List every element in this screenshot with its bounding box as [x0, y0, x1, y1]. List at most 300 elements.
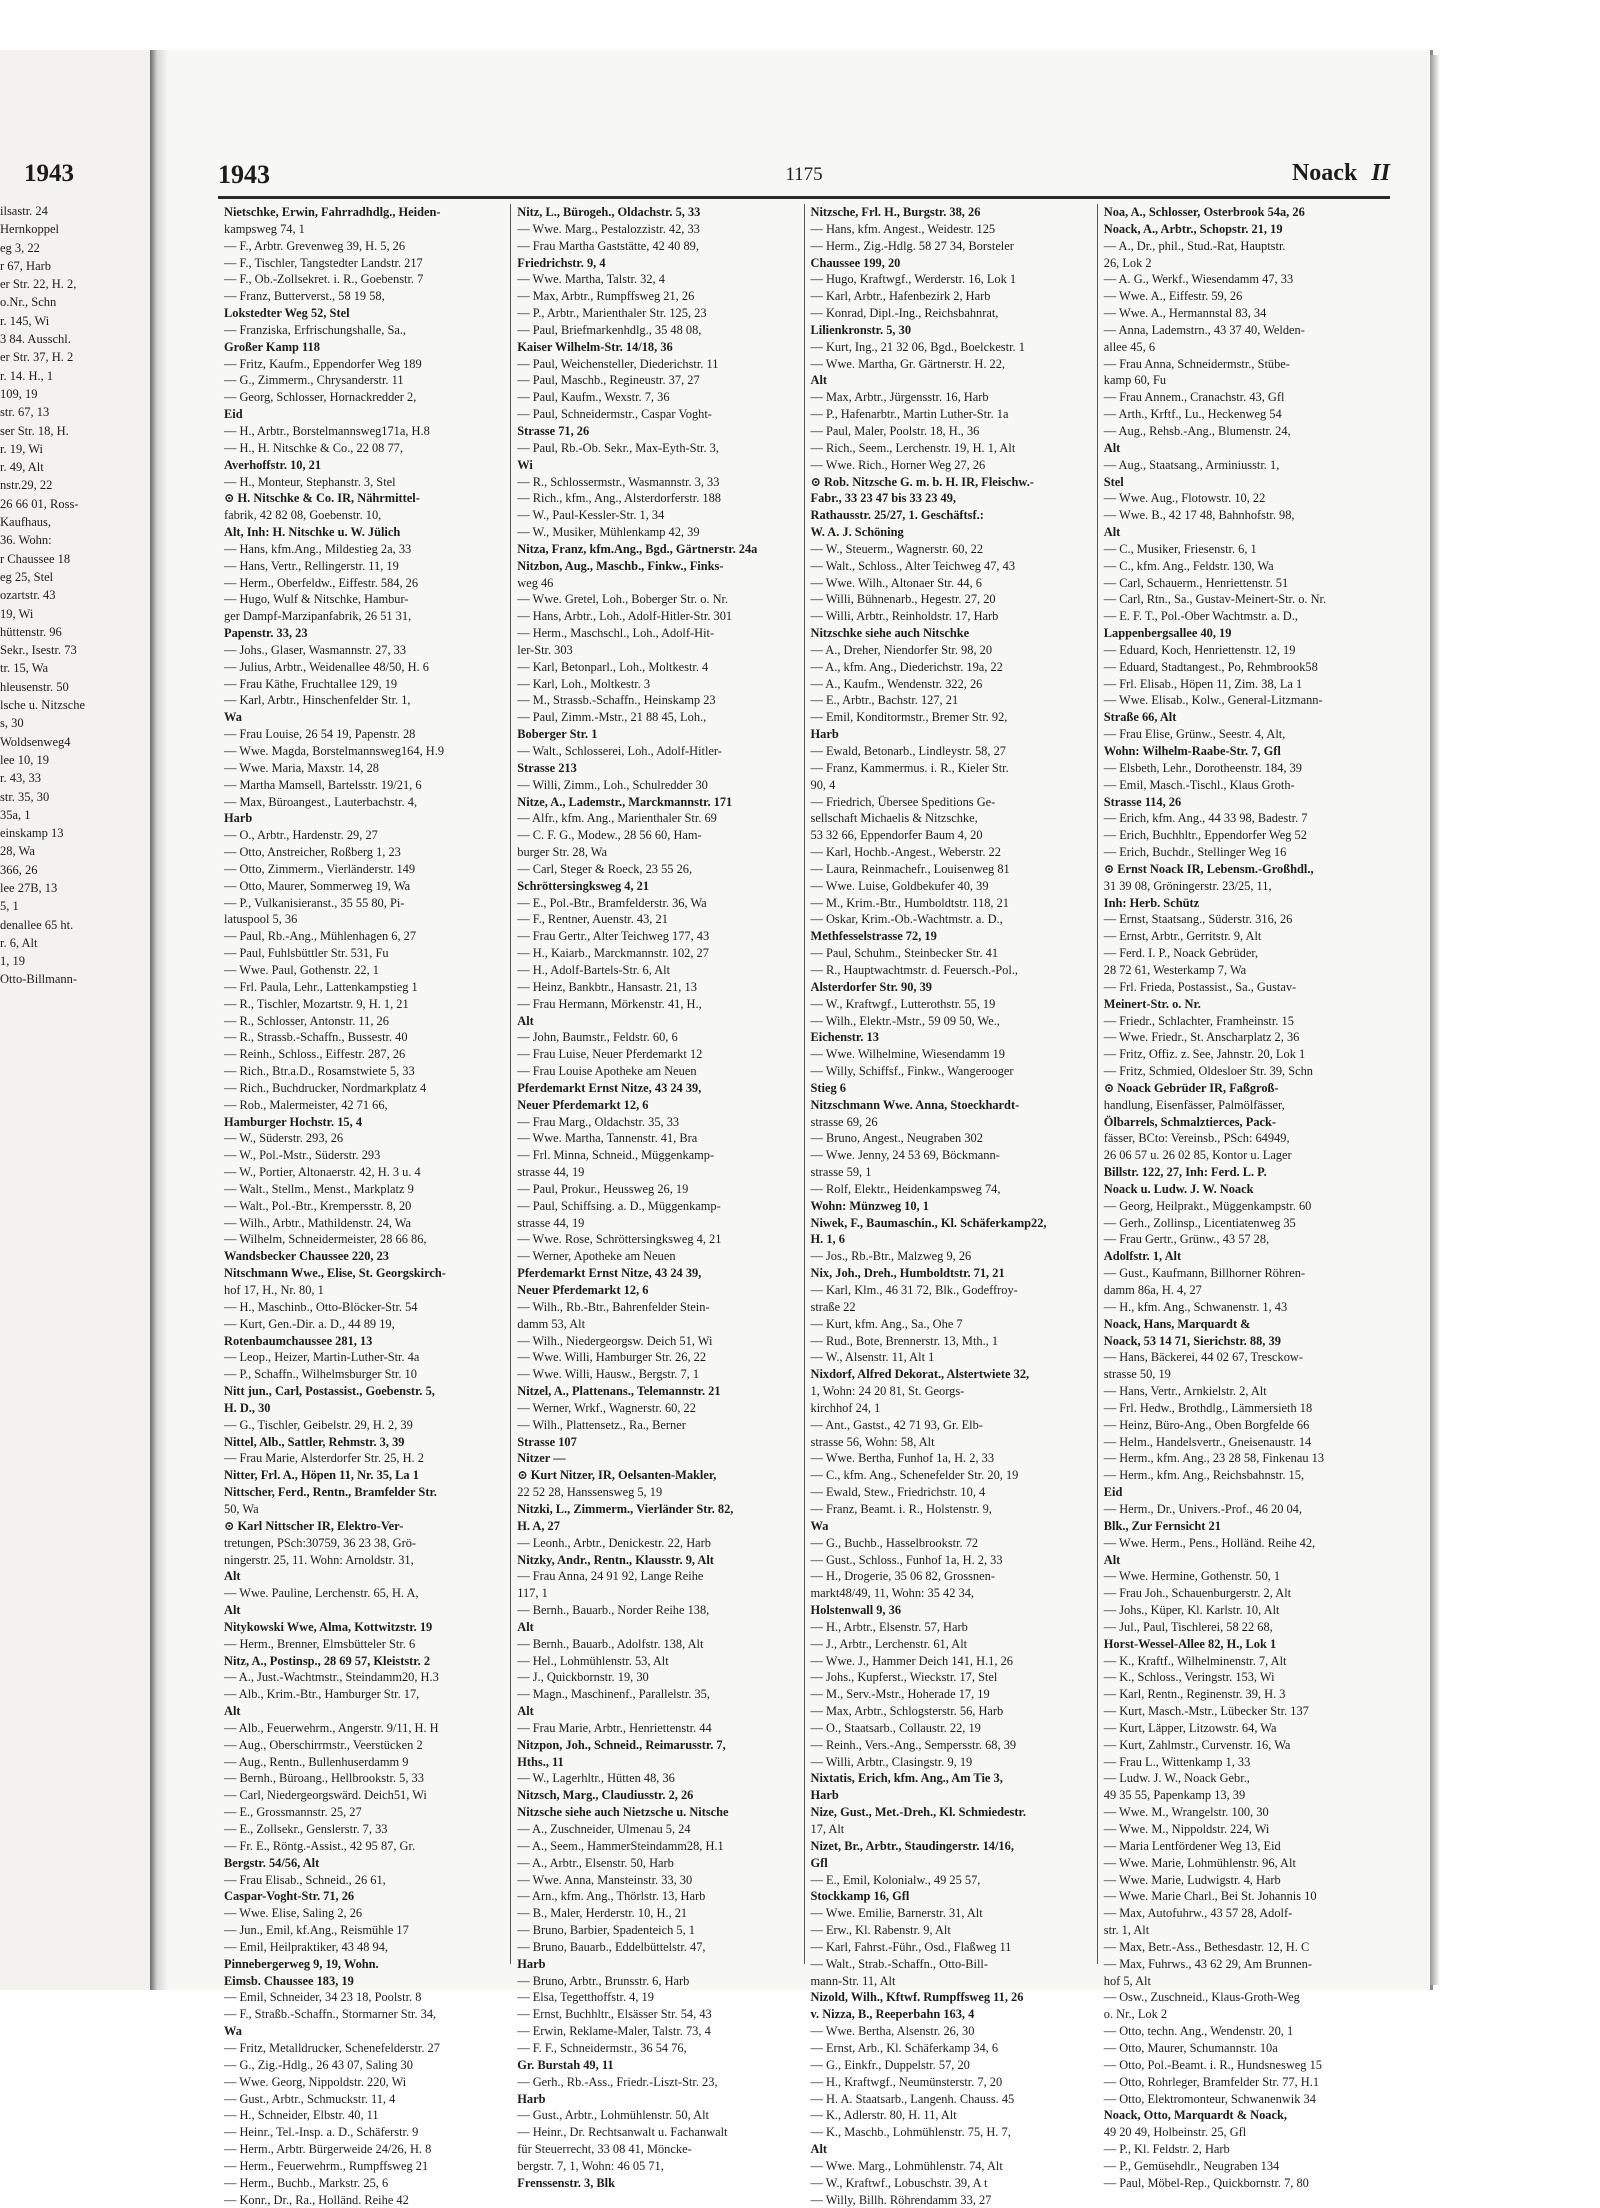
previous-page-line: str. 35, 30 — [0, 789, 50, 804]
directory-entry-line: — Ewald, Betonarb., Lindleystr. 58, 27 — [810, 744, 1006, 758]
directory-entry-line: — Ewald, Stew., Friedrichstr. 10, 4 — [810, 1485, 986, 1500]
directory-entry-line: — Max, Arbtr., Rumpffsweg 21, 26 — [517, 289, 695, 304]
directory-entry-line: — Wwe. Emilie, Barnerstr. 31, Alt — [810, 1906, 983, 1921]
directory-entry-line: straße 22 — [810, 1299, 856, 1314]
directory-entry-line: — Wwe. Jenny, 24 53 69, Böckmann- — [810, 1148, 1000, 1163]
directory-entry-line: Strasse 71, 26 — [517, 423, 590, 438]
directory-entry-line: — Eduard, Stadtangest., Po, Rehmbrook58 — [1103, 659, 1318, 674]
directory-entry-line: Nitzel, A., Plattenans., Telemannstr. 21 — [517, 1384, 721, 1399]
directory-entry-line: — Herm., kfm. Ang., Reichsbahnstr. 15, — [1103, 1468, 1305, 1483]
directory-entry-line: Papenstr. 33, 23 — [224, 626, 308, 641]
directory-entry-line: W. A. J. Schöning — [810, 525, 904, 540]
directory-entry-line: — E., Grossmannstr. 25, 27 — [224, 1805, 362, 1820]
directory-entry-line: — Elsa, Tegetthoffstr. 4, 19 — [517, 1990, 654, 2005]
directory-entry-line: — Rich., Buchdrucker, Nordmarkplatz 4 — [224, 1080, 427, 1095]
directory-entry-line: — Wilh., Rb.-Btr., Bahrenfelder Stein- — [517, 1299, 710, 1314]
directory-entry-line: Adolfstr. 1, Alt — [1103, 1249, 1182, 1264]
directory-entry-line: — Eduard, Koch, Henriettenstr. 12, 19 — [1103, 642, 1296, 657]
directory-entry-line: — A., Just.-Wachtmstr., Steindamm20, H.3 — [224, 1670, 439, 1685]
directory-entry-line: Alt — [810, 2142, 828, 2157]
directory-entry-line: — Laura, Reinmachefr., Louisenweg 81 — [810, 861, 1010, 876]
directory-entry-line: — W., Alsenstr. 11, Alt 1 — [810, 1350, 935, 1365]
directory-entry-line: — Ant., Gastst., 42 71 93, Gr. Elb- — [810, 1417, 983, 1432]
previous-page-line: o.Nr., Schn — [0, 295, 57, 310]
directory-entry-line: — Ernst, Buchhltr., Elsässer Str. 54, 43 — [517, 2007, 712, 2022]
directory-entry-line: Nixtatis, Erich, kfm. Ang., Am Tie 3, — [810, 1771, 1003, 1786]
directory-entry-line: — Wwe. Marg., Pestalozzistr. 42, 33 — [517, 221, 700, 236]
directory-entry-line: — Carl, Rtn., Sa., Gustav-Meinert-Str. o. Nr. — [1103, 592, 1327, 607]
previous-page-line: 109, 19 — [0, 386, 38, 401]
directory-entry-line: Neuer Pferdemarkt 12, 6 — [517, 1097, 649, 1112]
directory-entry-line: Harb — [224, 811, 253, 826]
previous-page-line: tr. 15, Wa — [0, 661, 49, 676]
directory-entry-line: ⊙ Rob. Nitzsche G. m. b. H. IR, Fleischw.- — [810, 474, 1034, 489]
directory-entry-line: — Paul, Rb.-Ob. Sekr., Max-Eyth-Str. 3, — [517, 440, 719, 455]
directory-entry-line: — Hans, Arbtr., Loh., Adolf-Hitler-Str. 301 — [517, 609, 733, 624]
directory-entry-line: Caspar-Voght-Str. 71, 26 — [224, 1889, 355, 1904]
directory-entry-line: — Erw., Kl. Rabenstr. 9, Alt — [810, 1923, 951, 1938]
directory-entry-line: — Oskar, Krim.-Ob.-Wachtmstr. a. D., — [810, 912, 1003, 927]
directory-entry-line: Rathausstr. 25/27, 1. Geschäftsf.: — [810, 508, 984, 523]
directory-entry-line: Gfl — [810, 1855, 828, 1870]
directory-entry-line: — Bruno, Bauarb., Eddelbüttelstr. 47, — [517, 1939, 706, 1954]
directory-entry-line: H. 1, 6 — [810, 1232, 845, 1247]
directory-entry-line: — Paul, Schuhm., Steinbecker Str. 41 — [810, 946, 999, 961]
directory-entry-line: Nize, Gust., Met.-Dreh., Kl. Schmiedestr. — [810, 1805, 1026, 1820]
directory-entry-line: — Martha Mamsell, Bartelsstr. 19/21, 6 — [224, 777, 422, 792]
directory-entry-line: — Walt., Strab.-Schaffn., Otto-Bill- — [810, 1956, 988, 1971]
directory-entry-line: strasse 50, 19 — [1103, 1367, 1171, 1382]
directory-entry-line: Nitzschmann Wwe. Anna, Stoeckhardt- — [810, 1097, 1020, 1112]
directory-entry-line: — A. G., Werkf., Wiesendamm 47, 33 — [1103, 272, 1294, 287]
directory-entry-line: — Leonh., Arbtr., Denickestr. 22, Harb — [517, 1535, 711, 1550]
directory-entry-line: — Willi, Arbtr., Reinholdstr. 17, Harb — [810, 609, 999, 624]
previous-page-line: r. 145, Wi — [0, 313, 50, 328]
directory-entry-line: — A., Arbtr., Elsenstr. 50, Harb — [517, 1855, 674, 1870]
directory-entry-line: — Ernst, Arb., Kl. Schäferkamp 34, 6 — [810, 2040, 999, 2055]
directory-entry-line: Billstr. 122, 27, Inh: Ferd. L. P. — [1103, 1165, 1267, 1180]
directory-entry-line: — Paul, Maler, Poolstr. 18, H., 36 — [810, 423, 980, 438]
directory-entry-line: — Wwe. Willi, Hausw., Bergstr. 7, 1 — [517, 1367, 700, 1382]
directory-entry-line: 28 72 61, Westerkamp 7, Wa — [1103, 962, 1247, 977]
directory-entry-line: Lappenbergsallee 40, 19 — [1103, 626, 1232, 641]
directory-entry-line: — C., kfm. Ang., Feldstr. 130, Wa — [1103, 558, 1274, 573]
directory-entry-line: Alt — [810, 373, 828, 388]
directory-entry-line: — Herm., Brenner, Elmsbütteler Str. 6 — [224, 1636, 416, 1651]
directory-entry-line: — Hans, Vertr., Arnkielstr. 2, Alt — [1103, 1384, 1267, 1399]
directory-entry-line: — F., Ob.-Zollsekret. i. R., Goebenstr. 7 — [224, 272, 424, 287]
directory-entry-line: 26, Lok 2 — [1103, 255, 1152, 270]
directory-entry-line: Meinert-Str. o. Nr. — [1103, 996, 1201, 1011]
directory-entry-line: — Emil, Konditormstr., Bremer Str. 92, — [810, 710, 1008, 725]
directory-entry-line: v. Nizza, B., Reeperbahn 163, 4 — [810, 2007, 975, 2022]
page-edge-shadow — [1430, 55, 1440, 1985]
directory-entry-line: kampsweg 74, 1 — [224, 221, 305, 236]
directory-entry-line: — Frl. Frieda, Postassist., Sa., Gustav- — [1103, 979, 1297, 994]
directory-entry-line: 17, Alt — [810, 1822, 845, 1836]
directory-entry-line: — Ludw. J. W., Noack Gebr., — [1103, 1771, 1250, 1786]
directory-entry-line: 22 52 28, Hanssensweg 5, 19 — [517, 1485, 663, 1500]
directory-entry-line: Strasse 213 — [517, 760, 577, 775]
previous-page-line: 36. Wohn: — [0, 533, 52, 548]
directory-entry-line: strasse 59, 1 — [810, 1165, 872, 1180]
directory-entry-line: — Bruno, Barbier, Spadenteich 5, 1 — [517, 1923, 696, 1938]
directory-entry-line: — Wwe. Friedr., St. Anscharplatz 2, 36 — [1103, 1030, 1300, 1045]
directory-entry-line: — A., Seem., HammerSteindamm28, H.1 — [517, 1838, 724, 1853]
directory-entry-line: — Wwe. Elisab., Kolw., General-Litzmann- — [1103, 693, 1323, 708]
directory-entry-line: — Werner, Wrkf., Wagnerstr. 60, 22 — [517, 1400, 696, 1415]
directory-entry-line: — H., Drogerie, 35 06 82, Grossnen- — [810, 1569, 995, 1584]
previous-page-line: nstr.29, 22 — [0, 478, 53, 493]
page-number: 1175 — [785, 164, 823, 185]
directory-entry-line: burger Str. 28, Wa — [517, 845, 607, 860]
directory-entry-line: Alt — [1103, 525, 1121, 540]
directory-entry-line: Rotenbaumchaussee 281, 13 — [224, 1333, 373, 1348]
page-year: 1943 — [218, 160, 270, 189]
directory-entry-line: — Otto, Maurer, Sommerweg 19, Wa — [224, 878, 411, 893]
header-rule — [218, 196, 1390, 199]
directory-entry-line: Horst-Wessel-Allee 82, H., Lok 1 — [1103, 1636, 1277, 1651]
directory-entry-line: Eimsb. Chaussee 183, 19 — [224, 1973, 354, 1988]
directory-entry-line: sellschaft Michaelis & Nitzschke, — [810, 811, 978, 826]
directory-entry-line: — J., Quickbornstr. 19, 30 — [517, 1670, 649, 1685]
directory-entry-line: Alt — [1103, 440, 1121, 455]
directory-entry-line: — Heinr., Tel.-Insp. a. D., Schäferstr. 9 — [224, 2125, 419, 2140]
directory-entry-line: — W., Kraftwgf., Lutterothstr. 55, 19 — [810, 996, 996, 1011]
directory-entry-line: Boberger Str. 1 — [517, 727, 598, 742]
directory-entry-line: Nitt jun., Carl, Postassist., Goebenstr. 5, — [224, 1384, 435, 1399]
directory-entry-line: — Frau Hermann, Mörkenstr. 41, H., — [517, 996, 702, 1011]
directory-entry-line: — G., Tischler, Geibelstr. 29, H. 2, 39 — [224, 1417, 413, 1432]
directory-entry-line: — C., kfm. Ang., Schenefelder Str. 20, 19 — [810, 1468, 1019, 1483]
directory-entry-line: — Rud., Bote, Brennerstr. 13, Mth., 1 — [810, 1333, 999, 1348]
directory-entry-line: — Carl, Steger & Roeck, 23 55 26, — [517, 861, 693, 876]
directory-entry-line: — Frau Elisab., Schneid., 26 61, — [224, 1872, 386, 1887]
directory-entry-line: — R., Tischler, Mozartstr. 9, H. 1, 21 — [224, 996, 409, 1011]
directory-entry-line: — Konrad, Dipl.-Ing., Reichsbahnrat, — [810, 306, 999, 321]
previous-page-line: 26 66 01, Ross- — [0, 496, 79, 511]
directory-entry-line: — Anna, Lademstrn., 43 37 40, Welden- — [1103, 322, 1305, 337]
directory-entry-line: — Jul., Paul, Tischlerei, 58 22 68, — [1103, 1619, 1273, 1634]
directory-entry-line: Schröttersingksweg 4, 21 — [517, 878, 650, 893]
directory-entry-line: — E., Emil, Kolonialw., 49 25 57, — [810, 1872, 981, 1887]
directory-entry-line: — Frau Gertr., Grünw., 43 57 28, — [1103, 1232, 1270, 1247]
directory-entry-line: — Frau Annem., Cranachstr. 43, Gfl — [1103, 390, 1285, 405]
directory-entry-line: — G., Einkfr., Duppelstr. 57, 20 — [810, 2057, 970, 2072]
directory-column-3 — [804, 204, 1097, 2207]
directory-entry-line: — G., Zimmerm., Chrysanderstr. 11 — [224, 373, 404, 388]
directory-entry-line: Bergstr. 54/56, Alt — [224, 1855, 320, 1870]
directory-entry-line: Nittscher, Ferd., Rentn., Bramfelder Str. — [224, 1485, 437, 1500]
directory-entry-line: — Karl, Arbtr., Hinschenfelder Str. 1, — [224, 693, 411, 708]
directory-entry-line: — Fr. E., Röntg.-Assist., 42 95 87, Gr. — [224, 1838, 416, 1853]
directory-entry-line: markt48/49, 11, Wohn: 35 42 34, — [810, 1586, 975, 1601]
directory-entry-line: — Wwe. Herm., Pens., Holländ. Reihe 42, — [1103, 1535, 1316, 1550]
directory-entry-line: — Paul, Prokur., Heussweg 26, 19 — [517, 1181, 689, 1196]
directory-entry-line: — Karl, Arbtr., Hafenbezirk 2, Harb — [810, 289, 991, 304]
directory-entry-line: — Paul, Maschb., Regineustr. 37, 27 — [517, 373, 700, 388]
directory-entry-line: — Herm., kfm. Ang., 23 28 58, Finkenau 13 — [1103, 1451, 1325, 1466]
directory-entry-line: fabrik, 42 82 08, Goebenstr. 10, — [224, 508, 382, 523]
directory-entry-line: — Friedrich, Übersee Speditions Ge- — [810, 794, 996, 809]
directory-entry-line: — Hans, kfm. Angest., Weidestr. 125 — [810, 221, 996, 236]
directory-entry-line: — Frl. Minna, Schneid., Müggenkamp- — [517, 1148, 715, 1163]
directory-entry-line: — P., Schaffn., Wilhelmsburger Str. 10 — [224, 1367, 417, 1382]
directory-entry-line: — Rich., kfm., Ang., Alsterdorferstr. 188 — [517, 491, 721, 506]
directory-entry-line: — G., Buchb., Hasselbrookstr. 72 — [810, 1535, 979, 1550]
directory-entry-line: Nitzschke siehe auch Nitschke — [810, 626, 970, 641]
directory-entry-line: — Aug., Rehsb.-Ang., Blumenstr. 24, — [1103, 423, 1291, 438]
directory-entry-line: Alt — [224, 1603, 241, 1618]
previous-page-line: ilsastr. 24 — [0, 204, 48, 218]
directory-entry-line: — B., Maler, Herderstr. 10, H., 21 — [517, 1906, 688, 1921]
directory-entry-line: Nitzpon, Joh., Schneid., Reimarusstr. 7, — [517, 1737, 726, 1752]
directory-entry-line: — E., Zollsekr., Genslerstr. 7, 33 — [224, 1822, 388, 1836]
directory-entry-line: — Wwe. M., Wrangelstr. 100, 30 — [1103, 1805, 1269, 1820]
directory-entry-line: Noack, 53 14 71, Sierichstr. 88, 39 — [1103, 1333, 1281, 1348]
directory-entry-line: — R., Schlossermstr., Wasmannstr. 3, 33 — [517, 474, 720, 489]
directory-entry-line: — Paul, Kaufm., Wexstr. 7, 36 — [517, 390, 670, 405]
directory-entry-line: — E. F. T., Pol.-Ober Wachtmstr. a. D., — [1103, 609, 1298, 624]
directory-entry-line: — Willy, Schiffsf., Finkw., Wangerooger — [810, 1064, 1014, 1079]
directory-entry-line: — K., Adlerstr. 80, H. 11, Alt — [810, 2108, 957, 2123]
directory-entry-line: — Carl, Niedergeorgswärd. Deich51, Wi — [224, 1788, 427, 1803]
directory-entry-line: kamp 60, Fu — [1103, 373, 1167, 388]
directory-entry-line: — Franz, Kammermus. i. R., Kieler Str. — [810, 760, 1009, 775]
directory-entry-line: — Rolf, Elektr., Heidenkampsweg 74, — [810, 1181, 1001, 1196]
previous-page-line: lee 27B, 13 — [0, 880, 58, 895]
directory-entry-line: Wohn: Wilhelm-Raabe-Str. 7, Gfl — [1103, 744, 1281, 758]
directory-entry-line: — Frau Louise, 26 54 19, Papenstr. 28 — [224, 727, 416, 742]
directory-entry-line: — F., Tischler, Tangstedter Landstr. 217 — [224, 255, 423, 270]
previous-page-edge — [0, 50, 153, 1990]
directory-entry-line: — Frau Marie, Alsterdorfer Str. 25, H. 2 — [224, 1451, 424, 1466]
directory-entry-line: — Heinr., Dr. Rechtsanwalt u. Fachanwalt — [517, 2125, 728, 2140]
directory-entry-line: — Alfr., kfm. Ang., Marienthaler Str. 69 — [517, 811, 717, 826]
previous-page-line: eg 3, 22 — [0, 240, 40, 255]
directory-entry-line: Nitzky, Andr., Rentn., Klausstr. 9, Alt — [517, 1552, 714, 1567]
previous-page-line: denallee 65 ht. — [0, 917, 74, 932]
directory-entry-line: 117, 1 — [517, 1586, 548, 1601]
directory-entry-line: — Reinh., Vers.-Ang., Sempersstr. 68, 39 — [810, 1737, 1017, 1752]
previous-page-line: er Str. 22, H. 2, — [0, 277, 77, 292]
running-head — [1292, 160, 1390, 187]
directory-entry-line: — Maria Lentfördener Weg 13, Eid — [1103, 1838, 1281, 1853]
directory-entry-line: — H., Adolf-Bartels-Str. 6, Alt — [517, 962, 671, 977]
directory-entry-line: handlung, Eisenfässer, Palmölfässer, — [1103, 1097, 1285, 1112]
directory-entry-line: Wa — [224, 2024, 242, 2039]
directory-entry-line: — Max, Autofuhrw., 43 57 28, Adolf- — [1103, 1906, 1293, 1921]
directory-entry-line: mann-Str. 11, Alt — [810, 1973, 896, 1988]
directory-entry-line: — Hugo, Kraftwgf., Werderstr. 16, Lok 1 — [810, 272, 1017, 287]
directory-entry-line: — W., Paul-Kessler-Str. 1, 34 — [517, 508, 665, 523]
directory-entry-line: — Emil, Heilpraktiker, 43 48 94, — [224, 1939, 388, 1954]
directory-entry-line: Alt — [1103, 1552, 1121, 1567]
directory-entry-line: — Karl, Loh., Moltkestr. 3 — [517, 676, 651, 691]
directory-entry-line: — Alb., Feuerwehrm., Angerstr. 9/11, H. H — [224, 1720, 439, 1735]
directory-entry-line: Nitschmann Wwe., Elise, St. Georgskirch- — [224, 1266, 446, 1281]
directory-entry-line: Wa — [224, 710, 242, 725]
directory-entry-line: — Fritz, Schmied, Oldesloer Str. 39, Schn — [1103, 1064, 1313, 1079]
directory-entry-line: — Franziska, Erfrischungshalle, Sa., — [224, 322, 407, 337]
directory-entry-line: — Frau Luise, Neuer Pferdemarkt 12 — [517, 1047, 703, 1062]
directory-entry-line: strasse 44, 19 — [517, 1215, 585, 1230]
directory-entry-line: — E., Pol.-Btr., Bramfelderstr. 36, Wa — [517, 895, 707, 910]
previous-page-line: 366, 26 — [0, 862, 38, 877]
directory-entry-line: 26 06 57 u. 26 02 85, Kontor u. Lager — [1103, 1148, 1292, 1163]
directory-entry-line: — Erich, Buchdr., Stellinger Weg 16 — [1103, 845, 1287, 860]
previous-page-line: r. 43, 33 — [0, 771, 41, 786]
directory-columns — [218, 204, 1390, 2207]
directory-entry-line: — Wilh., Plattensetz., Ra., Berner — [517, 1417, 686, 1432]
directory-entry-line: Noack, A., Arbtr., Schopstr. 21, 19 — [1103, 221, 1283, 236]
directory-entry-line: — H., Monteur, Stephanstr. 3, Stel — [224, 474, 396, 489]
directory-entry-line: — Paul, Zimm.-Mstr., 21 88 45, Loh., — [517, 710, 707, 725]
previous-page-line: 1, 19 — [0, 954, 25, 969]
directory-column-1 — [218, 204, 510, 2207]
directory-entry-line: Eichenstr. 13 — [810, 1030, 879, 1045]
directory-entry-line: allee 45, 6 — [1103, 339, 1156, 354]
previous-page-line: Kaufhaus, — [0, 515, 52, 530]
directory-entry-line: — Paul, Schiffsing. a. D., Müggenkamp- — [517, 1198, 721, 1213]
directory-entry-line: — Otto, Anstreicher, Roßberg 1, 23 — [224, 845, 401, 860]
previous-page-line: eg 25, Stel — [0, 569, 54, 584]
previous-page-line: str. 67, 13 — [0, 405, 50, 420]
directory-entry-line: H. D., 30 — [224, 1400, 271, 1415]
directory-entry-line: 49 20 49, Holbeinstr. 25, Gfl — [1103, 2125, 1247, 2140]
directory-entry-line: Niwek, F., Baumaschin., Kl. Schäferkamp22, — [810, 1215, 1047, 1230]
directory-entry-line: Methfesselstrasse 72, 19 — [810, 929, 937, 944]
previous-page-line: ser Str. 18, H. — [0, 423, 69, 438]
directory-entry-line: — Herm., Dr., Univers.-Prof., 46 20 04, — [1103, 1501, 1302, 1516]
directory-entry-line: — Walt., Pol.-Btr., Krempersstr. 8, 20 — [224, 1198, 412, 1213]
directory-entry-line: kirchhof 24, 1 — [810, 1400, 881, 1415]
directory-entry-line: — Wwe. Martha, Tannenstr. 41, Bra — [517, 1131, 698, 1146]
directory-entry-line: — Arn., kfm. Ang., Thörlstr. 13, Harb — [517, 1889, 706, 1904]
directory-entry-line: — Paul, Briefmarkenhdlg., 35 48 08, — [517, 322, 702, 337]
directory-entry-line: — Johs., Kupferst., Wieckstr. 17, Stel — [810, 1670, 998, 1685]
directory-entry-line: — A., Dreher, Niendorfer Str. 98, 20 — [810, 642, 993, 657]
directory-entry-line: Nixdorf, Alfred Dekorat., Alstertwiete 32, — [810, 1367, 1030, 1382]
directory-entry-line: ⊙ Noack Gebrüder IR, Faßgroß- — [1103, 1080, 1279, 1095]
directory-entry-line: Nitzsche, Frl. H., Burgstr. 38, 26 — [810, 205, 981, 219]
directory-entry-line: — Frau Gertr., Alter Teichweg 177, 43 — [517, 929, 710, 944]
directory-entry-line: — Bernh., Bauarb., Norder Reihe 138, — [517, 1603, 710, 1618]
directory-entry-line: Pinnebergerweg 9, 19, Wohn. — [224, 1956, 379, 1971]
directory-entry-line: — H., Arbtr., Borstelmannsweg171a, H.8 — [224, 423, 430, 438]
directory-entry-line: — Karl, Rentn., Reginenstr. 39, H. 3 — [1103, 1687, 1286, 1702]
directory-entry-line: — Wwe. Paul, Gothenstr. 22, 1 — [224, 962, 379, 977]
directory-entry-line: — Willi, Arbtr., Clasingstr. 9, 19 — [810, 1754, 973, 1769]
directory-entry-line: Averhoffstr. 10, 21 — [224, 457, 322, 472]
directory-column-4 — [1097, 204, 1390, 2190]
previous-page-line: 35a, 1 — [0, 807, 31, 822]
directory-entry-line: — Wwe. Marg., Lohmühlenstr. 74, Alt — [810, 2158, 1003, 2173]
directory-entry-line: hof 5, Alt — [1103, 1973, 1151, 1988]
directory-entry-line: Nitzsch, Marg., Claudiusstr. 2, 26 — [517, 1788, 694, 1803]
directory-entry-line: Harb — [810, 727, 839, 742]
directory-entry-line: Nitzer — — [517, 1451, 566, 1466]
directory-entry-line: — Max, Büroangest., Lauterbachstr. 4, — [224, 794, 418, 809]
directory-entry-line: — O., Arbtr., Hardenstr. 29, 27 — [224, 828, 378, 843]
directory-entry-line: — Wwe. Georg, Nippoldstr. 220, Wi — [224, 2074, 407, 2089]
directory-entry-line: — Georg, Heilprakt., Müggenkampstr. 60 — [1103, 1198, 1312, 1213]
directory-entry-line: — Wwe. A., Hermannstal 83, 34 — [1103, 306, 1267, 321]
directory-entry-line: — Paul, Rb.-Ang., Mühlenhagen 6, 27 — [224, 929, 417, 944]
directory-entry-line: — Walt., Schloss., Alter Teichweg 47, 43 — [810, 558, 1016, 573]
directory-entry-line: — Gust., Arbtr., Lohmühlenstr. 50, Alt — [517, 2108, 709, 2123]
directory-entry-line: weg 46 — [517, 575, 554, 590]
previous-page-line: r 67, Harb — [0, 258, 52, 273]
directory-entry-line: — Frau Louise Apotheke am Neuen — [517, 1064, 697, 1079]
directory-entry-line: strasse 69, 26 — [810, 1114, 878, 1129]
directory-entry-line: 50, Wa — [224, 1501, 259, 1516]
directory-entry-line: Nizet, Br., Arbtr., Staudingerstr. 14/16, — [810, 1838, 1014, 1853]
directory-entry-line: — H., Kraftwgf., Neumünsterstr. 7, 20 — [810, 2074, 1003, 2089]
directory-entry-line: Harb — [517, 2091, 546, 2106]
directory-entry-line: — Helm., Handelsvertr., Gneisenaustr. 14 — [1103, 1434, 1312, 1449]
directory-entry-line: fässer, BCto: Vereinsb., PSch: 64949, — [1103, 1131, 1290, 1146]
directory-entry-line: — Wwe. Bertha, Alsenstr. 26, 30 — [810, 2024, 975, 2039]
directory-entry-line: tretungen, PSch:30759, 36 23 38, Grö- — [224, 1535, 417, 1550]
directory-entry-line: Nitza, Franz, kfm.Ang., Bgd., Gärtnerstr. 24a — [517, 541, 758, 556]
directory-entry-line: — Wwe. Anna, Mansteinstr. 33, 30 — [517, 1872, 693, 1887]
directory-entry-line: — A., Zuschneider, Ulmenau 5, 24 — [517, 1822, 691, 1836]
directory-entry-line: — Erwin, Reklame-Maler, Talstr. 73, 4 — [517, 2024, 711, 2039]
directory-entry-line: — A., Dr., phil., Stud.-Rat, Hauptstr. — [1103, 238, 1286, 253]
directory-entry-line: Nittel, Alb., Sattler, Rehmstr. 3, 39 — [224, 1434, 405, 1449]
directory-entry-line: — Julius, Arbtr., Weidenallee 48/50, H. 6 — [224, 659, 429, 674]
directory-entry-line: Wa — [810, 1518, 829, 1533]
previous-page-line: s, 30 — [0, 716, 24, 731]
previous-page-year: 1943 — [24, 160, 74, 187]
directory-entry-line: — H., kfm. Ang., Schwanenstr. 1, 43 — [1103, 1299, 1288, 1314]
directory-entry-line: — Wwe. Marie Charl., Bei St. Johannis 10 — [1103, 1889, 1317, 1904]
directory-entry-line: — K., Kraftf., Wilhelminenstr. 7, Alt — [1103, 1653, 1287, 1668]
directory-entry-line: — Johs., Küper, Kl. Karlstr. 10, Alt — [1103, 1603, 1280, 1618]
directory-entry-line: — Johs., Glaser, Wasmannstr. 27, 33 — [224, 642, 407, 657]
directory-entry-line: — Walt., Stellm., Menst., Markplatz 9 — [224, 1181, 414, 1196]
directory-entry-line: Nitykowski Wwe, Alma, Kottwitzstr. 19 — [224, 1619, 433, 1634]
directory-entry-line: — Willi, Bühnenarb., Hegestr. 27, 20 — [810, 592, 996, 607]
directory-entry-line: — Bernh., Büroang., Hellbrookstr. 5, 33 — [224, 1771, 424, 1786]
directory-entry-line: — H., H. Nitschke & Co., 22 08 77, — [224, 440, 403, 455]
directory-entry-line: Noa, A., Schlosser, Osterbrook 54a, 26 — [1103, 205, 1305, 219]
directory-entry-line: Fabr., 33 23 47 bis 33 23 49, — [810, 491, 956, 506]
directory-entry-line: — Wwe. Maria, Maxstr. 14, 28 — [224, 760, 379, 775]
directory-entry-line: Nitter, Frl. A., Höpen 11, Nr. 35, La 1 — [224, 1468, 419, 1483]
directory-entry-line: Nietschke, Erwin, Fahrradhdlg., Heiden- — [224, 205, 441, 219]
directory-entry-line: — P., Arbtr., Marienthaler Str. 125, 23 — [517, 306, 707, 321]
directory-entry-line: Hths., 11 — [517, 1754, 564, 1769]
directory-entry-line: Nitz, L., Bürogeh., Oldachstr. 5, 33 — [517, 205, 701, 219]
directory-entry-line: — C. F. G., Modew., 28 56 60, Ham- — [517, 828, 702, 843]
directory-entry-line: — Paul, Möbel-Rep., Quickbornstr. 7, 80 — [1103, 2175, 1309, 2190]
directory-entry-line: — Gust., Schloss., Funhof 1a, H. 2, 33 — [810, 1552, 1003, 1567]
directory-entry-line: Holstenwall 9, 36 — [810, 1603, 902, 1618]
directory-entry-line: Harb — [517, 1956, 546, 1971]
previous-page-line: Sekr., Isestr. 73 — [0, 643, 77, 658]
directory-entry-line: — Konr., Dr., Ra., Holländ. Reihe 42 — [224, 2192, 409, 2207]
directory-entry-line: — Rich., Seem., Lerchenstr. 19, H. 1, Alt — [810, 440, 1016, 455]
directory-entry-line: ler-Str. 303 — [517, 642, 573, 657]
directory-entry-line: — Werner, Apotheke am Neuen — [517, 1249, 676, 1264]
directory-entry-line: — Wwe. M., Nippoldstr. 224, Wi — [1103, 1822, 1270, 1836]
directory-entry-line: — Jos., Rb.-Btr., Malzweg 9, 26 — [810, 1249, 972, 1264]
directory-entry-line: — Reinh., Schloss., Eiffestr. 287, 26 — [224, 1047, 406, 1062]
directory-entry-line: Harb — [810, 1788, 839, 1803]
directory-entry-line: — Ernst, Staatsang., Süderstr. 316, 26 — [1103, 912, 1293, 927]
